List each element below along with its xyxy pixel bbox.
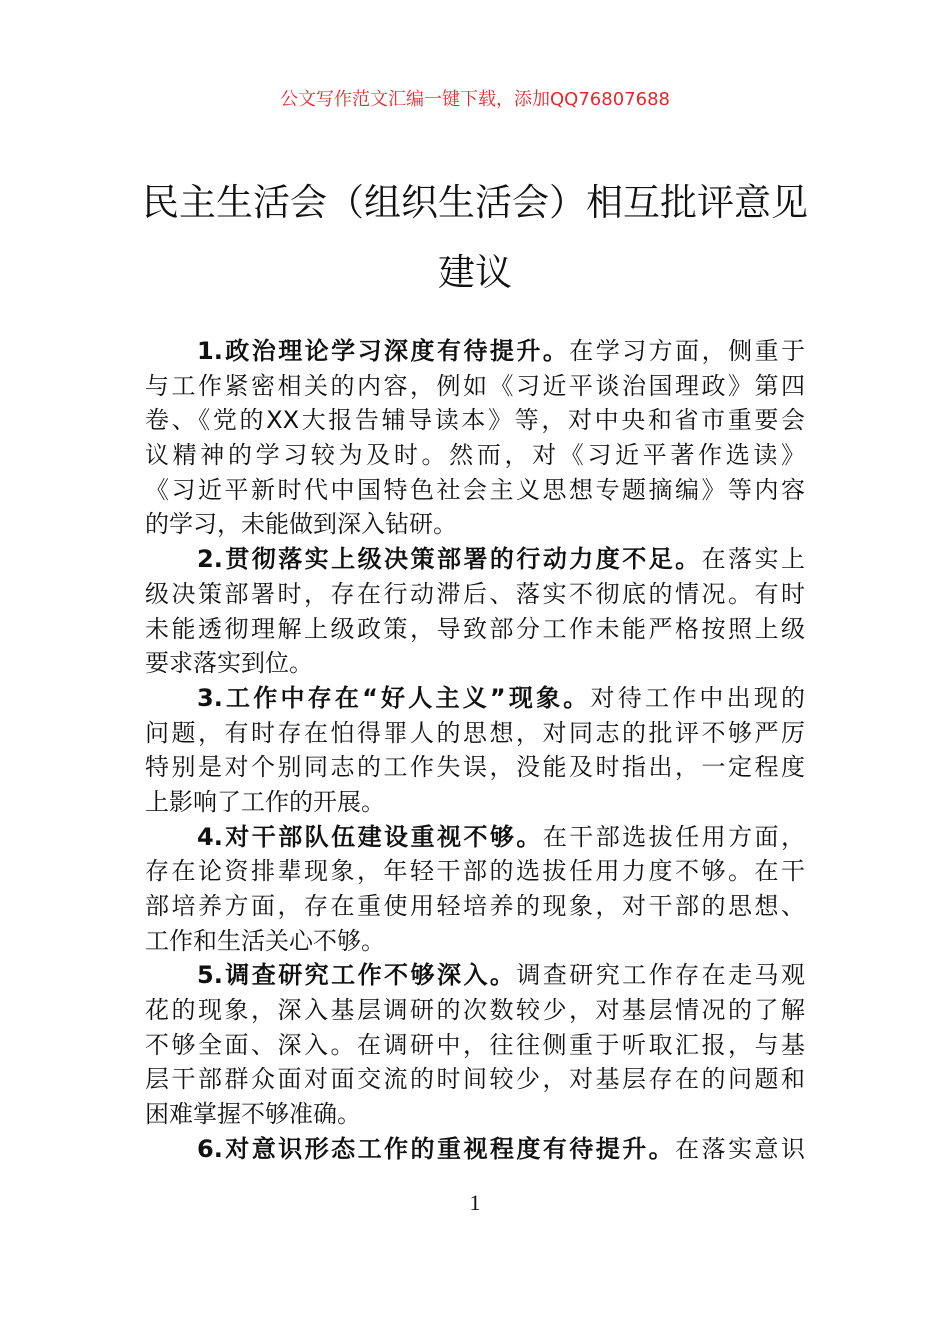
paragraph xyxy=(145,334,805,542)
paragraph-line: 部培养方面，存在重使用轻培养的现象，对干部的思想、 xyxy=(145,892,805,920)
paragraph-line: 特别是对个别同志的工作失误，没能及时指出，一定程度 xyxy=(145,753,805,782)
paragraph xyxy=(145,681,805,820)
document-title-line-2: 建议 xyxy=(438,251,512,294)
paragraph-text: 在干部选拔任用方面， xyxy=(542,822,805,851)
paragraph-line: 层干部群众面对面交流的时间较少，对基层存在的问题和 xyxy=(145,1065,805,1094)
paragraph-line: 卷、《党的XX大报告辅导读本》等，对中央和省市重要会 xyxy=(145,406,805,435)
paragraph-line: 问题，有时存在怕得罪人的思想，对同志的批评不够严厉 xyxy=(145,718,805,747)
paragraph-line: 与工作紧密相关的内容，例如《习近平谈治国理政》第四 xyxy=(145,371,805,400)
paragraph-text: 在落实上 xyxy=(701,545,805,574)
paragraph xyxy=(145,542,805,681)
paragraph-line: 《习近平新时代中国特色社会主义思想专题摘编》等内容 xyxy=(145,475,805,504)
paragraph-text: 在学习方面，侧重于 xyxy=(569,337,805,365)
paragraph-first-line xyxy=(145,681,805,716)
paragraph-text: 调查研究工作存在走马观 xyxy=(516,961,805,990)
paragraph-line: 级决策部署时，存在行动滞后、落实不彻底的情况。有时 xyxy=(145,579,805,608)
paragraph-heading: 1.政治理论学习深度有待提升。 xyxy=(197,337,570,365)
paragraph-line: 未能透彻理解上级政策，导致部分工作未能严格按照上级 xyxy=(145,614,805,643)
paragraph-line: 存在论资排辈现象，年轻干部的选拔任用力度不够。在干 xyxy=(145,857,805,886)
paragraph-line: 工作和生活关心不够。 xyxy=(145,926,385,955)
download-banner: 公文写作范文汇编一键下载，添加QQ76807688 xyxy=(280,89,670,110)
document-body xyxy=(145,334,805,1167)
paragraph xyxy=(145,820,805,959)
paragraph-first-line xyxy=(145,1132,805,1167)
document-title-line-1: 民主生活会（组织生活会）相互批评意见 xyxy=(142,181,808,224)
paragraph-heading: 5.调查研究工作不够深入。 xyxy=(197,961,517,990)
paragraph-line: 议精神的学习较为及时。然而，对《习近平著作选读》 xyxy=(145,441,805,470)
paragraph-line: 的学习，未能做到深入钻研。 xyxy=(145,510,457,539)
paragraph-first-line xyxy=(145,958,805,993)
paragraph-heading: 2.贯彻落实上级决策部署的行动力度不足。 xyxy=(197,545,702,574)
paragraph-line: 花的现象，深入基层调研的次数较少，对基层情况的了解 xyxy=(145,996,805,1025)
paragraph-heading: 6.对意识形态工作的重视程度有待提升。 xyxy=(197,1134,676,1163)
paragraph-line: 困难掌握不够准确。 xyxy=(145,1100,361,1129)
paragraph-text: 对待工作中出现的 xyxy=(590,683,806,712)
paragraph-first-line xyxy=(145,542,805,577)
paragraph-line: 不够全面、深入。在调研中，往往侧重于听取汇报，与基 xyxy=(145,1030,805,1059)
paragraph-first-line xyxy=(145,334,805,369)
paragraph-line: 要求落实到位。 xyxy=(145,649,313,678)
paragraph-heading: 3.工作中存在“好人主义”现象。 xyxy=(197,683,591,712)
paragraph-first-line xyxy=(145,820,805,855)
page-number: 1 xyxy=(469,1190,481,1215)
paragraph xyxy=(145,958,805,1131)
paragraph-heading: 4.对干部队伍建设重视不够。 xyxy=(197,822,543,851)
paragraph xyxy=(145,1132,805,1167)
paragraph-line: 上影响了工作的开展。 xyxy=(145,787,385,816)
paragraph-text: 在落实意识 xyxy=(675,1134,805,1163)
